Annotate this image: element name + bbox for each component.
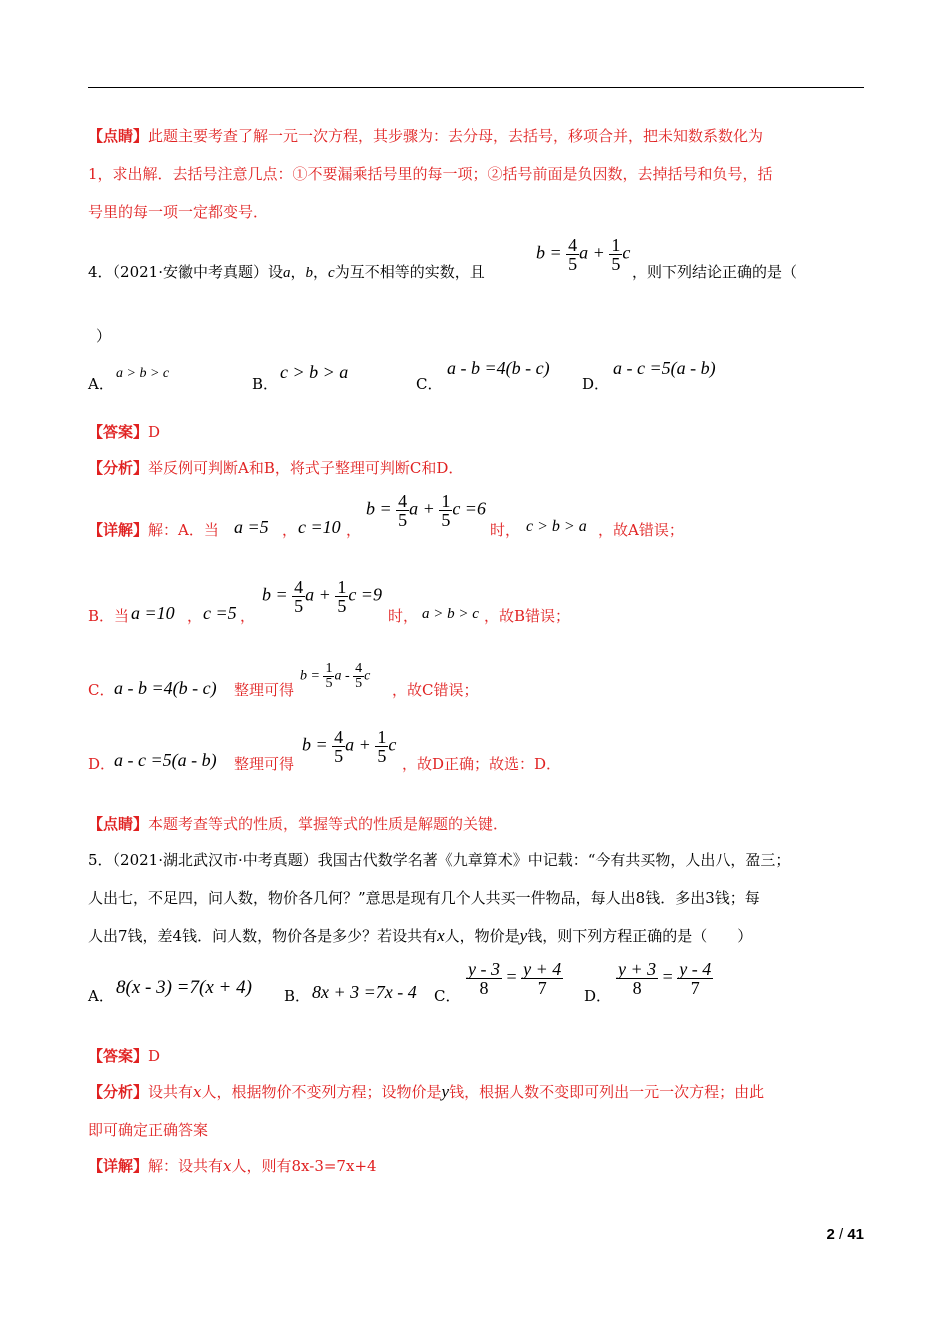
q4-detail-c-m1: a - b =4(b - c) bbox=[114, 678, 217, 698]
q4-point: 【点睛】本题考查等式的性质，掌握等式的性质是解题的关键． bbox=[88, 815, 509, 833]
q4-condition-formula: b = $\frac{4}{5}$ a + $\frac{1}{5}$ c bbox=[536, 235, 631, 274]
q5-line-2: 人出七，不足四，问人数，物价各几何？”意思是现有几个人共买一件物品，每人出8钱．多出3钱；每 bbox=[88, 889, 760, 907]
q4-answer: 【答案】D bbox=[88, 423, 161, 441]
q4-detail-d-prefix: D． bbox=[88, 755, 116, 773]
q4-detail-b-m1: a =10 bbox=[131, 603, 175, 623]
q4-option-c-label: C． bbox=[416, 375, 443, 393]
q4-detail-b-prefix: B．当 bbox=[88, 607, 130, 625]
q4-detail-a-formula: b = $\frac{4}{5}$ a + $\frac{1}{5}$ c =6 bbox=[366, 491, 486, 530]
q4-close-paren: ） bbox=[96, 327, 112, 345]
q4-detail-a-prefix: 【详解】解：A．当 bbox=[88, 521, 219, 539]
q5-line-1: 5．（2021·湖北武汉市·中考真题）我国古代数学名著《九章算术》中记载：“今有共买物，人出八，盈三； bbox=[88, 851, 791, 869]
q5-option-d: $\frac{y + 3}{8}$ = $\frac{y - 4}{7}$ bbox=[618, 959, 712, 998]
header-rule bbox=[88, 87, 864, 88]
q5-analysis-line-2: 即可确定正确答案 bbox=[88, 1121, 209, 1139]
q4-stem: 4．（2021·安徽中考真题）设a，b，c为互不相等的实数，且 bbox=[88, 263, 485, 281]
page-number: 2 / 41 bbox=[826, 1226, 864, 1243]
q5-option-b-label: B． bbox=[284, 987, 311, 1005]
note-line-1: 【点睛】此题主要考查了解一元一次方程，其步骤为：去分母，去括号，移项合并，把未知数系数化为 bbox=[88, 127, 764, 145]
q4-detail-b-m3: a > b > c bbox=[422, 606, 479, 622]
note-tag: 【点睛】 bbox=[88, 127, 149, 145]
q5-option-a: 8(x - 3) =7(x + 4) bbox=[116, 977, 252, 998]
q5-option-c: $\frac{y - 3}{8}$ = $\frac{y + 4}{7}$ bbox=[468, 959, 562, 998]
q4-detail-a-m2: c =10 bbox=[298, 517, 341, 537]
q4-option-a: a > b > c bbox=[116, 366, 170, 381]
q5-answer: 【答案】D bbox=[88, 1047, 161, 1065]
q5-line-3: 人出7钱，差4钱．问人数，物价各是多少？若设共有x人，物价是y钱，则下列方程正确的是（ ） bbox=[88, 926, 753, 945]
q5-detail: 【详解】解：设共有x人，则有8x-3=7x+4 bbox=[88, 1157, 377, 1175]
q5-option-b: 8x + 3 =7x - 4 bbox=[312, 982, 417, 1002]
q4-option-b: c > b > a bbox=[280, 362, 349, 382]
q4-detail-a-m3: c > b > a bbox=[526, 518, 587, 535]
q5-option-c-label: C． bbox=[434, 987, 461, 1005]
q4-detail-d-formula: b = $\frac{4}{5}$ a + $\frac{1}{5}$ c bbox=[302, 727, 397, 766]
q4-option-a-label: A． bbox=[88, 375, 114, 393]
q4-option-d-label: D． bbox=[582, 375, 610, 393]
q4-detail-b-formula: b = $\frac{4}{5}$ a + $\frac{1}{5}$ c =9 bbox=[262, 577, 382, 616]
q5-option-d-label: D． bbox=[584, 987, 612, 1005]
q4-detail-b-m2: c =5 bbox=[203, 603, 237, 623]
q4-detail-a-m1: a =5 bbox=[234, 517, 269, 537]
note-line-3: 号里的每一项一定都变号． bbox=[88, 203, 269, 221]
q4-stem-end: ，则下列结论正确的是（ bbox=[632, 263, 798, 281]
q4-option-d: a - c =5(a - b) bbox=[613, 358, 716, 378]
q4-option-c: a - b =4(b - c) bbox=[447, 358, 550, 378]
q5-analysis-line-1: 【分析】设共有x人，根据物价不变列方程；设物价是y钱，根据人数不变即可列出一元一次方程；由此 bbox=[88, 1082, 765, 1101]
q4-detail-d-m1: a - c =5(a - b) bbox=[114, 750, 217, 770]
q4-analysis: 【分析】举反例可判断A和B，将式子整理可判断C和D． bbox=[88, 459, 464, 477]
q4-detail-c-prefix: C． bbox=[88, 681, 115, 699]
q4-detail-c-formula: b = $\frac{1}{5}$ a - $\frac{4}{5}$ c bbox=[300, 661, 371, 691]
q4-option-b-label: B． bbox=[252, 375, 279, 393]
note-line-2: 1，求出解．去括号注意几点：①不要漏乘括号里的每一项；②括号前面是负因数，去掉括号和负号，括 bbox=[88, 165, 773, 183]
q5-option-a-label: A． bbox=[88, 987, 114, 1005]
